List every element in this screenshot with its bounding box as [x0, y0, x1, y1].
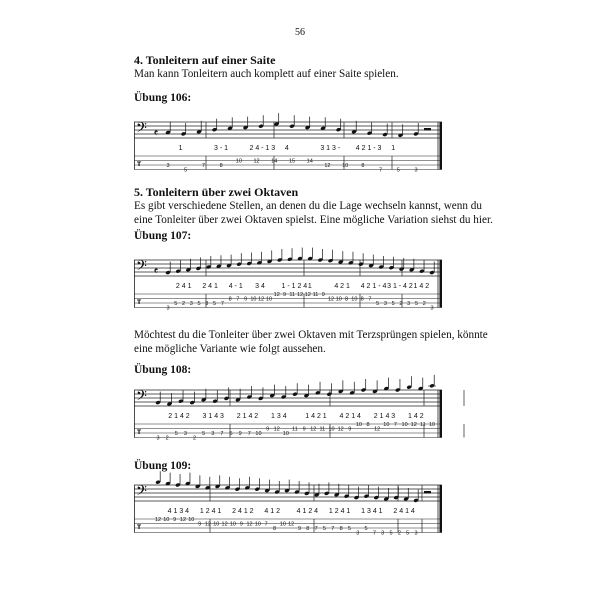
tab-fret-number: 3 [356, 530, 360, 537]
tab-fret-number: 10 [351, 296, 358, 303]
final-barline [440, 122, 443, 170]
final-barline [440, 260, 443, 308]
tab-fret-number: 11 [420, 422, 426, 428]
section-4-line: Man kann Tonleitern auch komplett auf einer Saite spielen. [134, 68, 399, 80]
tab-fret-number: 5 [376, 301, 380, 307]
fingering-label: 3 1 3 - [320, 145, 341, 152]
section-4-text [134, 67, 468, 81]
tab-fret-number: 5 [347, 526, 351, 532]
paragraph-thirds [134, 328, 488, 356]
final-barline [440, 390, 443, 438]
tab-clef-icon: T [137, 524, 142, 531]
tab-fret-number: 10 [213, 521, 220, 528]
fingering-label: 4 2 1 4 [339, 413, 361, 420]
tab-fret-number: 9 [321, 292, 325, 298]
tab-fret-number: 10 [342, 163, 349, 169]
fingering-label: 1 2 4 1 [328, 508, 351, 515]
tab-fret-number: 10 [265, 296, 273, 303]
half-rest-icon [424, 128, 431, 131]
tab-fret-number: 10 [235, 158, 242, 165]
tab-fret-number: 7 [247, 431, 251, 437]
fingering-label: 4 2 1 - 3 [355, 145, 382, 152]
tab-fret-number: 9 [244, 296, 248, 303]
fingering-label: 2 4 1 [202, 283, 218, 290]
fingering-label: 4 [284, 145, 289, 152]
tab-fret-number: 5 [406, 530, 410, 537]
tab-fret-number: 7 [220, 301, 224, 307]
fingering-label: 3 1 - 4 2 [387, 283, 413, 290]
exercise-107-title: Übung 107: [134, 230, 192, 242]
tab-fret-number: 10 [282, 431, 289, 437]
tab-fret-number: 8 [306, 526, 310, 532]
fingering-label: 1 [391, 145, 396, 152]
tab-fret-number: 8 [272, 526, 277, 532]
tab-fret-number: 3 [383, 301, 387, 307]
tab-fret-number: 5 [396, 167, 400, 174]
fingering-label: 4 2 1 - 4 [360, 283, 387, 290]
staff-svg [134, 475, 442, 553]
section-4-heading: 4. Tonleitern auf einer Saite [134, 53, 276, 67]
tab-fret-number: 12 [327, 296, 335, 303]
tab-fret-number: 3 [166, 305, 170, 312]
tab-fret-number: 5 [391, 301, 395, 307]
tab-fret-number: 5 [229, 431, 233, 437]
tab-fret-number: 9 [238, 431, 242, 437]
bass-clef-icon: 𝄢 [136, 120, 147, 140]
tab-clef-icon: T [137, 429, 142, 436]
tab-fret-number: 7 [314, 526, 318, 532]
tab-fret-number: 5 [202, 431, 206, 437]
fingering-label: 2 1 4 2 [236, 413, 259, 420]
tab-fret-number: 5 [414, 301, 419, 307]
exercise-108-staff [134, 380, 442, 448]
fingering-label: 2 1 4 3 [373, 413, 396, 420]
tab-fret-number: 11 [292, 426, 298, 433]
tab-fret-number: 3 [156, 435, 160, 442]
tab-fret-number: 9 [348, 426, 352, 433]
tab-fret-number: 11 [289, 292, 296, 298]
tab-fret-number: 12 [310, 426, 317, 433]
tab-fret-number: 3 [211, 431, 215, 437]
tab-fret-number: 12 [246, 521, 253, 528]
tab-fret-number: 14 [271, 158, 278, 165]
tab-fret-number: 10 [335, 296, 342, 303]
tab-fret-number: 5 [389, 530, 393, 537]
tab-fret-number: 12 [296, 292, 304, 298]
tab-fret-number: 12 [273, 292, 280, 298]
tab-fret-number: 12 [324, 163, 331, 169]
section-5-line-2: eine Tonleiter über zwei Oktaven spielst. Eine mögliche Variation siehst du hier. [134, 214, 493, 226]
tab-fret-number: 5 [213, 301, 217, 307]
tab-fret-number: 3 [407, 301, 411, 307]
tab-fret-number: 10 [328, 426, 335, 433]
tab-fret-number: 3 [414, 167, 418, 174]
tab-fret-number: 7 [264, 521, 268, 528]
tab-fret-number: 9 [239, 521, 243, 528]
tab-fret-number: 8 [360, 296, 364, 303]
tab-fret-number: 5 [364, 526, 368, 532]
fingering-label: 2 4 1 [175, 283, 192, 290]
staff-svg [134, 250, 442, 318]
tab-fret-number: 12 [204, 521, 211, 528]
tab-fret-number: 10 [383, 422, 390, 428]
bass-clef-icon: 𝄢 [136, 258, 147, 278]
tab-fret-number: 5 [174, 301, 178, 307]
tab-fret-number: 12 [154, 517, 162, 523]
tab-fret-number: 2 [399, 301, 403, 307]
fingering-label: 2 4 1 2 [232, 508, 254, 515]
fingering-label: 1 - 1 2 4 [281, 283, 308, 290]
tab-fret-number: 12 [273, 426, 280, 433]
tab-fret-number: 10 [254, 521, 261, 528]
section-5-line-1: Es gibt verschiedene Stellen, an denen du die Lage wechseln kannst, wenn du [134, 200, 482, 212]
tab-fret-number: 7 [372, 530, 376, 537]
tab-fret-number: 10 [250, 296, 257, 303]
tab-fret-number: 8 [361, 163, 365, 169]
tab-fret-number: 11 [319, 426, 326, 433]
paragraph-thirds-line-1: Möchtest du die Tonleiter über zwei Oktaven mit Terzsprüngen spielen, könnte [134, 329, 488, 341]
tab-fret-number: 3 [414, 530, 418, 537]
fingering-label: 4 1 2 4 [296, 508, 319, 515]
tab-fret-number: 3 [430, 305, 434, 312]
fingering-label: 1 4 2 [408, 413, 424, 420]
tab-fret-number: 9 [297, 526, 302, 532]
tab-fret-number: 8 [345, 296, 349, 303]
tab-fret-number: 7 [393, 422, 397, 428]
tab-fret-number: 12 [374, 426, 381, 433]
fingering-label: 2 4 1 4 [393, 508, 415, 515]
tab-fret-number: 10 [279, 521, 286, 528]
section-5-text [134, 199, 493, 227]
tab-fret-number: 8 [339, 526, 343, 532]
tab-clef-icon: T [137, 299, 142, 306]
tab-fret-number: 10 [255, 431, 262, 437]
fingering-label: 2 1 4 2 [168, 413, 190, 420]
exercise-106-title: Übung 106: [134, 92, 192, 104]
tab-fret-number: 12 [304, 292, 311, 298]
tab-fret-number: 9 [302, 426, 306, 433]
fingering-label: 4 2 1 [334, 283, 350, 290]
exercise-106-staff [134, 112, 442, 174]
exercise-107-staff [134, 250, 442, 318]
tab-fret-number: 12 [288, 521, 295, 528]
tab-fret-number: 10 [355, 422, 362, 428]
tab-fret-number: 11 [312, 292, 319, 298]
tab-fret-number: 8 [366, 422, 370, 428]
tab-fret-number: 7 [236, 296, 240, 303]
tab-fret-number: 9 [282, 292, 287, 298]
tab-fret-number: 2 [422, 301, 426, 307]
tab-fret-number: 3 [166, 163, 170, 169]
tab-fret-number: 5 [174, 431, 178, 437]
tab-fret-number: 3 [183, 431, 187, 437]
fingering-label: 4 - 1 [228, 283, 243, 290]
tab-fret-number: 12 [258, 296, 265, 303]
tab-fret-number: 9 [266, 426, 270, 433]
fingering-label: 4 1 3 4 [167, 508, 190, 515]
tab-fret-number: 10 [188, 517, 195, 523]
tab-fret-number: 2 [181, 301, 186, 307]
section-5-heading: 5. Tonleitern über zwei Oktaven [134, 185, 299, 199]
tab-fret-number: 5 [184, 167, 188, 174]
fingering-label: 3 4 [255, 283, 265, 290]
tab-fret-number: 10 [229, 521, 236, 528]
tab-clef-icon: T [137, 161, 142, 168]
exercise-108-title: Übung 108: [134, 364, 192, 376]
staff-svg [134, 380, 442, 448]
tab-fret-number: 15 [288, 158, 296, 165]
fingering-label: 3 - 1 [214, 145, 229, 152]
tab-fret-number: 7 [379, 167, 383, 174]
tab-fret-number: 2 [193, 435, 197, 442]
tab-fret-number: 3 [205, 301, 209, 307]
tab-fret-number: 10 [163, 517, 170, 523]
tab-fret-number: 7 [368, 296, 372, 303]
tab-fret-number: 12 [179, 517, 187, 523]
paragraph-thirds-line-2: eine mögliche Variante wie folgt aussehen. [134, 343, 326, 355]
tab-fret-number: 3 [189, 301, 193, 307]
tab-fret-number: 3 [381, 530, 385, 537]
tab-fret-number: 14 [306, 158, 313, 165]
tab-fret-number: 10 [428, 422, 436, 428]
tab-fret-number: 12 [221, 521, 228, 528]
time-signature-icon: 𝄴 [154, 266, 159, 276]
staff-svg [134, 112, 442, 174]
fingering-label: 1 4 2 [413, 283, 430, 290]
fingering-label: 1 [178, 145, 183, 152]
tab-fret-number: 5 [197, 301, 201, 307]
page-number: 56 [295, 27, 305, 38]
tab-fret-number: 9 [173, 517, 177, 523]
tab-fret-number: 12 [253, 158, 260, 165]
fingering-label: 1 2 4 1 [199, 508, 222, 515]
exercise-109-title: Übung 109: [134, 460, 192, 472]
fingering-label: 1 4 2 1 [305, 413, 327, 420]
tab-fret-number: 5 [322, 526, 326, 532]
fingering-label: 1 3 4 [271, 413, 287, 420]
tab-fret-number: 8 [228, 296, 232, 303]
tab-fret-number: 7 [201, 163, 205, 169]
bass-clef-icon: 𝄢 [136, 483, 147, 503]
tab-fret-number: 2 [397, 530, 401, 537]
tab-fret-number: 12 [410, 422, 417, 428]
fingering-label: 1 3 4 1 [361, 508, 383, 515]
tab-fret-number: 12 [337, 426, 344, 433]
tab-fret-number: 9 [198, 521, 202, 528]
time-signature-icon: 𝄴 [154, 128, 159, 138]
fingering-label: 2 4 - 1 3 [249, 145, 276, 152]
bass-clef-icon: 𝄢 [136, 388, 147, 408]
tab-fret-number: 2 [165, 435, 169, 442]
fingering-label: 1 [307, 283, 312, 290]
fingering-label: 4 1 2 [264, 508, 281, 515]
tab-fret-number: 7 [331, 526, 335, 532]
half-rest-icon [424, 491, 431, 494]
tab-fret-number: 10 [401, 422, 408, 428]
exercise-109-staff [134, 475, 442, 553]
tab-fret-number: 7 [220, 431, 224, 437]
fingering-label: 3 1 4 3 [202, 413, 224, 420]
tab-fret-number: 8 [219, 163, 223, 169]
final-barline [440, 485, 443, 533]
